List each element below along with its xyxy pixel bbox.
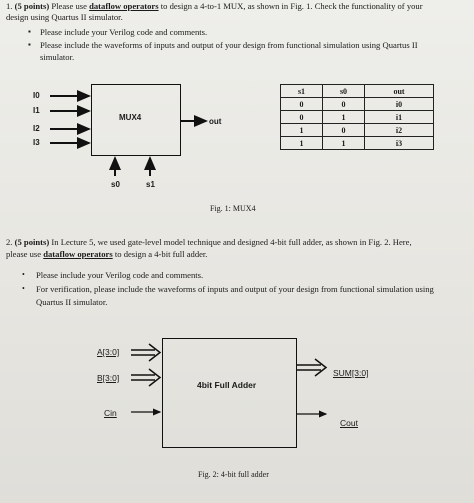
bus-b-head bbox=[149, 369, 160, 386]
table-row bbox=[281, 111, 434, 124]
mux-select-s0: s0 bbox=[111, 180, 120, 189]
cell: i1 bbox=[365, 111, 434, 124]
table-row bbox=[281, 124, 434, 137]
mux-input-i1: I1 bbox=[33, 106, 40, 115]
header-s0: s0 bbox=[323, 85, 365, 98]
q2-bullet-1: Please include your Verilog code and comments. bbox=[36, 270, 204, 280]
q1-number: 1. bbox=[6, 1, 13, 11]
q2-bullet-2: For verification, please include the waveforms of inputs and output of your design from functional simulation using bbox=[36, 284, 434, 294]
cell: 0 bbox=[323, 98, 365, 111]
cell: 0 bbox=[323, 124, 365, 137]
bullet-icon: • bbox=[22, 284, 25, 293]
q2-text-a: In Lecture 5, we used gate-level model technique and designed 4-bit full adder, as shown in Fig. 2. Here, bbox=[51, 237, 412, 247]
mux-input-i2: I2 bbox=[33, 124, 40, 133]
mux-select-s1: s1 bbox=[146, 180, 155, 189]
table-row bbox=[281, 137, 434, 150]
adder-output-sum: SUM[3:0] bbox=[333, 368, 369, 378]
bullet-icon: • bbox=[22, 270, 25, 279]
mux-output-label: out bbox=[209, 117, 222, 126]
cell: 1 bbox=[281, 124, 323, 137]
adder-input-a: A[3:0] bbox=[97, 347, 120, 357]
cell: 1 bbox=[323, 137, 365, 150]
q2-line1 bbox=[6, 237, 412, 247]
mux-input-arrows bbox=[50, 96, 89, 143]
fig2-caption: Fig. 2: 4-bit full adder bbox=[198, 470, 269, 479]
mux-input-i3: I3 bbox=[33, 138, 40, 147]
cell: i2 bbox=[365, 124, 434, 137]
q1-bullet-2-cont: simulator. bbox=[40, 52, 75, 62]
cell: 0 bbox=[281, 98, 323, 111]
mux-input-i0: I0 bbox=[33, 91, 40, 100]
full-adder-block bbox=[162, 338, 297, 448]
bus-a-head bbox=[149, 344, 160, 361]
q1-text-a: Please use bbox=[51, 1, 87, 11]
q1-highlight: dataflow operators bbox=[89, 1, 159, 11]
header-s1: s1 bbox=[281, 85, 323, 98]
q2-points: (5 points) bbox=[14, 237, 50, 247]
cell: i3 bbox=[365, 137, 434, 150]
table-row bbox=[281, 98, 434, 111]
adder-output-cout: Cout bbox=[340, 418, 358, 428]
adder-input-cin: Cin bbox=[104, 408, 117, 418]
q2-bullet-2-cont: Quartus II simulator. bbox=[36, 297, 108, 307]
q1-points: (5 points) bbox=[14, 1, 50, 11]
q2-line2-a: please use bbox=[6, 249, 42, 259]
bullet-icon: ▪ bbox=[28, 27, 31, 36]
mux-truth-table bbox=[280, 84, 434, 150]
cell: 1 bbox=[281, 137, 323, 150]
full-adder-label: 4bit Full Adder bbox=[197, 380, 257, 390]
bus-sum-head bbox=[315, 359, 326, 376]
fig1-caption: Fig. 1: MUX4 bbox=[210, 204, 256, 213]
truth-table-header bbox=[281, 85, 434, 98]
cell: i0 bbox=[365, 98, 434, 111]
q1-text-b: to design a 4-to-1 MUX, as shown in Fig. 1. Check the functionality of your bbox=[160, 1, 423, 11]
bullet-icon: ▪ bbox=[28, 40, 31, 49]
q1-line2: design using Quartus II simulator. bbox=[6, 12, 123, 22]
cell: 1 bbox=[323, 111, 365, 124]
header-out: out bbox=[365, 85, 434, 98]
q2-highlight: dataflow operators bbox=[43, 249, 113, 259]
mux4-label: MUX4 bbox=[119, 113, 142, 122]
cell: 0 bbox=[281, 111, 323, 124]
adder-input-b: B[3:0] bbox=[97, 373, 120, 383]
q1-bullet-1: Please include your Verilog code and comments. bbox=[40, 27, 208, 37]
q2-number: 2. bbox=[6, 237, 13, 247]
q2-line2 bbox=[6, 249, 207, 259]
q2-line2-b: to design a 4-bit full adder. bbox=[114, 249, 208, 259]
q1-bullet-2: Please include the waveforms of inputs and output of your design from functional simulation using Quartus II bbox=[40, 40, 418, 50]
